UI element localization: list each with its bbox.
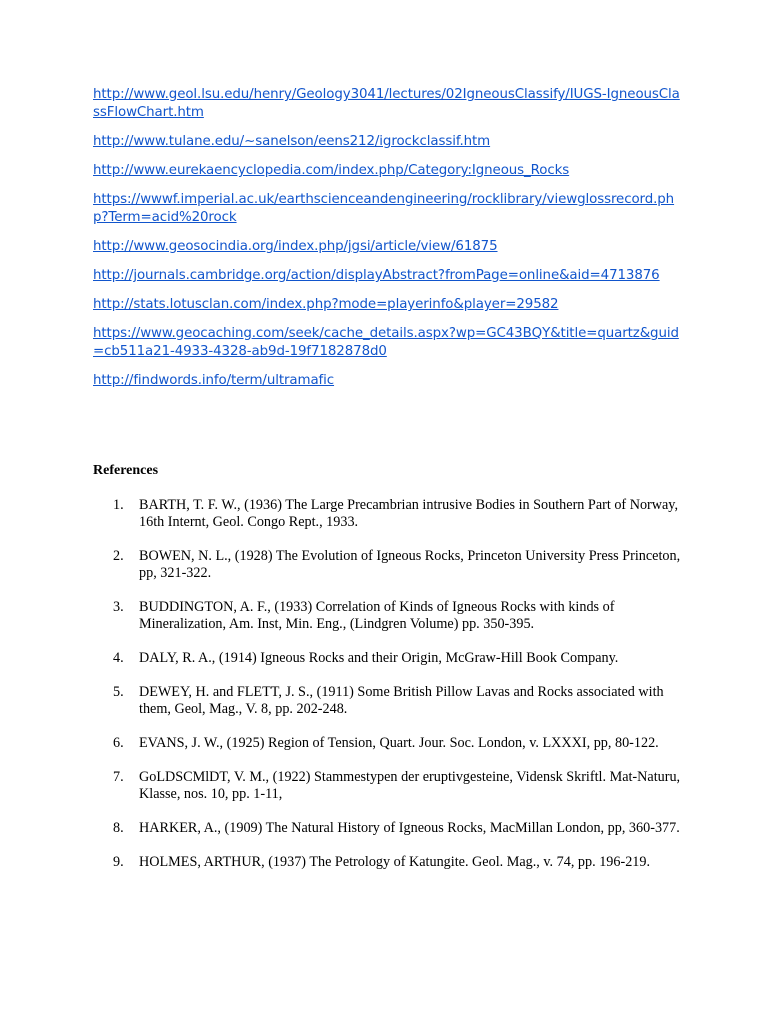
reference-number: 6. <box>113 735 124 751</box>
reference-text: HARKER, A., (1909) The Natural History of Igneous Rocks, MacMillan London, pp, 360-377. <box>139 820 680 836</box>
references-heading: References <box>93 463 159 478</box>
reference-number: 4. <box>113 650 124 666</box>
reference-number: 2. <box>113 548 124 564</box>
reference-text: BUDDINGTON, A. F., (1933) Correlation of Kinds of Igneous Rocks with kinds of Mineralization, Am. Inst, Min. Eng., (Lindgren Volume) pp. 350-395. <box>139 599 615 632</box>
reference-link-4[interactable]: https://wwwf.imperial.ac.uk/earthscienceandengineering/rocklibrary/viewglossrecord.php?Term=acid%20rock <box>93 192 675 225</box>
reference-link-7[interactable]: http://stats.lotusclan.com/index.php?mode=playerinfo&player=29582 <box>93 297 559 312</box>
reference-number: 5. <box>113 684 124 700</box>
reference-number: 3. <box>113 599 124 615</box>
reference-text: BOWEN, N. L., (1928) The Evolution of Igneous Rocks, Princeton University Press Princeton, pp, 321-322. <box>139 548 681 581</box>
reference-text: EVANS, J. W., (1925) Region of Tension, Quart. Jour. Soc. London, v. LXXXI, pp, 80-122. <box>139 735 659 751</box>
reference-number: 1. <box>113 497 124 513</box>
reference-text: DEWEY, H. and FLETT, J. S., (1911) Some British Pillow Lavas and Rocks associated with them, Geol, Mag., V. 8, pp. 202-248. <box>139 684 664 717</box>
reference-text: GoLDSCMlDT, V. M., (1922) Stammestypen der eruptivgesteine, Vidensk Skriftl. Mat-Naturu, Klasse, nos. 10, pp. 1-11, <box>139 769 681 802</box>
reference-item <box>93 735 683 752</box>
reference-text: BARTH, T. F. W., (1936) The Large Precambrian intrusive Bodies in Southern Part of Norway, 16th Internt, Geol. Congo Rept., 1933. <box>139 497 679 530</box>
reference-link-2[interactable]: http://www.tulane.edu/~sanelson/eens212/igrockclassif.htm <box>93 134 491 149</box>
reference-item <box>93 820 683 837</box>
reference-number: 9. <box>113 854 124 870</box>
reference-link-6[interactable]: http://journals.cambridge.org/action/displayAbstract?fromPage=online&aid=4713876 <box>93 268 660 283</box>
references-list <box>93 497 683 888</box>
reference-link-3[interactable]: http://www.eurekaencyclopedia.com/index.php/Category:Igneous_Rocks <box>93 163 570 178</box>
reference-item <box>93 684 683 718</box>
reference-text: DALY, R. A., (1914) Igneous Rocks and their Origin, McGraw-Hill Book Company. <box>139 650 619 666</box>
reference-text: HOLMES, ARTHUR, (1937) The Petrology of Katungite. Geol. Mag., v. 74, pp. 196-219. <box>139 854 651 870</box>
reference-link-5[interactable]: http://www.geosocindia.org/index.php/jgsi/article/view/61875 <box>93 239 498 254</box>
link-list <box>93 86 683 401</box>
reference-number: 8. <box>113 820 124 836</box>
reference-item <box>93 854 683 871</box>
reference-link-9[interactable]: http://findwords.info/term/ultramafic <box>93 373 335 388</box>
reference-item <box>93 650 683 667</box>
reference-item <box>93 599 683 633</box>
reference-link-1[interactable]: http://www.geol.lsu.edu/henry/Geology3041/lectures/02IgneousClassify/IUGS-IgneousClassFlowChart.htm <box>93 87 680 120</box>
reference-item <box>93 548 683 582</box>
reference-link-8[interactable]: https://www.geocaching.com/seek/cache_details.aspx?wp=GC43BQY&title=quartz&guid=cb511a21-4933-4328-ab9d-19f7182878d0 <box>93 326 679 359</box>
reference-item <box>93 769 683 803</box>
reference-item <box>93 497 683 531</box>
reference-number: 7. <box>113 769 124 785</box>
